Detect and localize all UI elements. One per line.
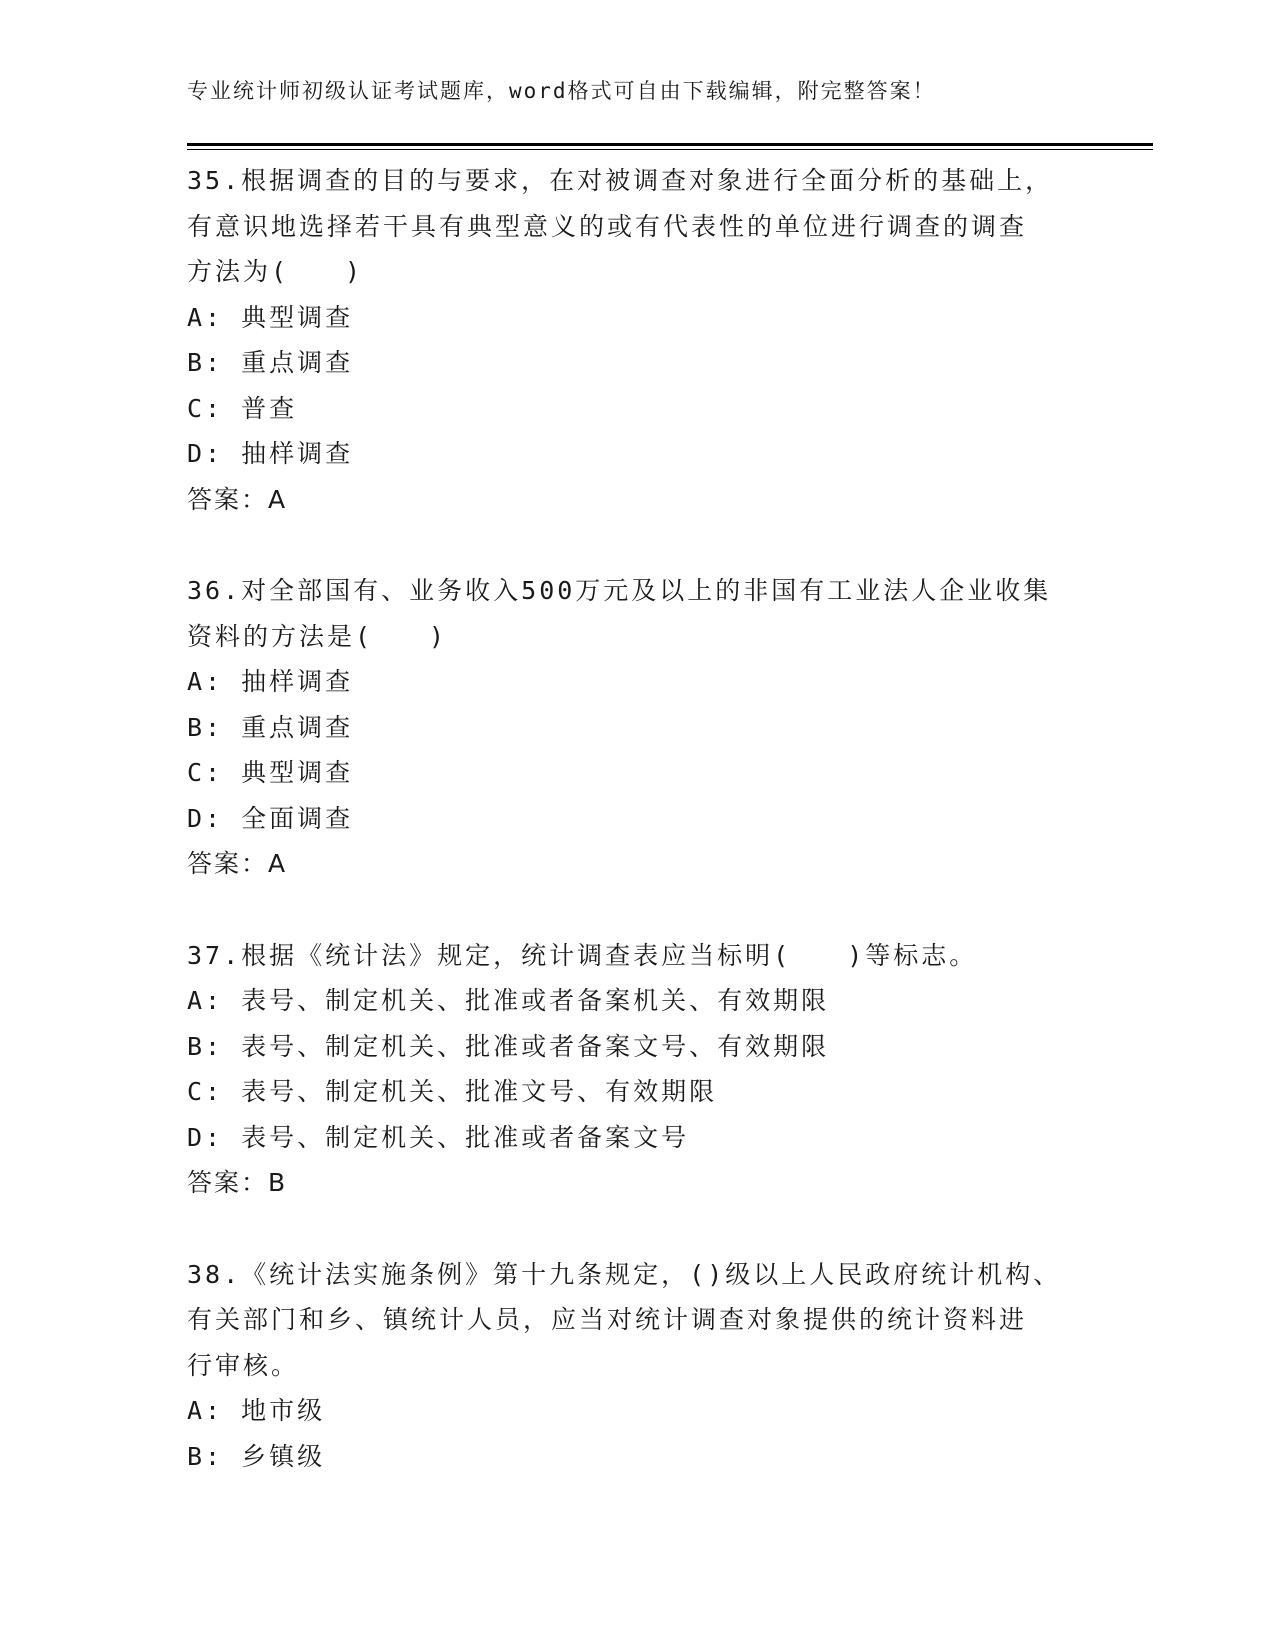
option-c: C: 普查: [187, 393, 298, 423]
question-stem-line: 方法为( ): [187, 257, 364, 286]
option-d: D: 表号、制定机关、批准或者备案文号: [187, 1122, 690, 1152]
question-stem-line: 有关部门和乡、镇统计人员，应当对统计调查对象提供的统计资料进: [187, 1305, 1028, 1334]
question-stem-line: 38.《统计法实施条例》第十九条规定，()级以上人民政府统计机构、: [187, 1259, 1062, 1289]
question-36: [187, 568, 1087, 887]
answer: 答案：A: [187, 849, 288, 878]
option-a: A: 典型调查: [187, 302, 354, 332]
header-divider-thick: [187, 143, 1153, 146]
spacer: [187, 522, 1087, 568]
spacer: [187, 887, 1087, 933]
option-b: B: 乡镇级: [187, 1441, 326, 1471]
option-a: A: 地市级: [187, 1396, 326, 1425]
option-b: B: 表号、制定机关、批准或者备案文号、有效期限: [187, 1031, 830, 1061]
question-list: [187, 158, 1087, 1479]
option-c: C: 表号、制定机关、批准文号、有效期限: [187, 1077, 718, 1106]
spacer: [187, 1206, 1087, 1252]
option-a: A: 表号、制定机关、批准或者备案机关、有效期限: [187, 986, 830, 1015]
question-35: [187, 158, 1087, 522]
option-d: D: 全面调查: [187, 803, 354, 833]
question-stem-line: 资料的方法是( ): [187, 621, 448, 651]
option-c: C: 典型调查: [187, 758, 354, 787]
question-stem-line: 35.根据调查的目的与要求，在对被调查对象进行全面分析的基础上，: [187, 166, 1054, 195]
question-38: [187, 1252, 1087, 1480]
option-b: B: 重点调查: [187, 348, 354, 377]
question-37: [187, 933, 1087, 1206]
answer: 答案：B: [187, 1168, 288, 1197]
question-stem-line: 有意识地选择若干具有典型意义的或有代表性的单位进行调查的调查: [187, 211, 1028, 241]
question-stem-line: 行审核。: [187, 1350, 300, 1380]
option-a: A: 抽样调查: [187, 667, 354, 696]
option-d: D: 抽样调查: [187, 439, 354, 468]
option-b: B: 重点调查: [187, 712, 354, 742]
answer: 答案：A: [187, 484, 288, 514]
question-stem-line: 36.对全部国有、业务收入500万元及以上的非国有工业法人企业收集: [187, 576, 1052, 605]
header-divider-thin: [187, 149, 1153, 150]
page-header: 专业统计师初级认证考试题库，word格式可自由下载编辑，附完整答案！: [187, 79, 936, 103]
question-stem-line: 37.根据《统计法》规定，统计调查表应当标明( )等标志。: [187, 940, 978, 970]
